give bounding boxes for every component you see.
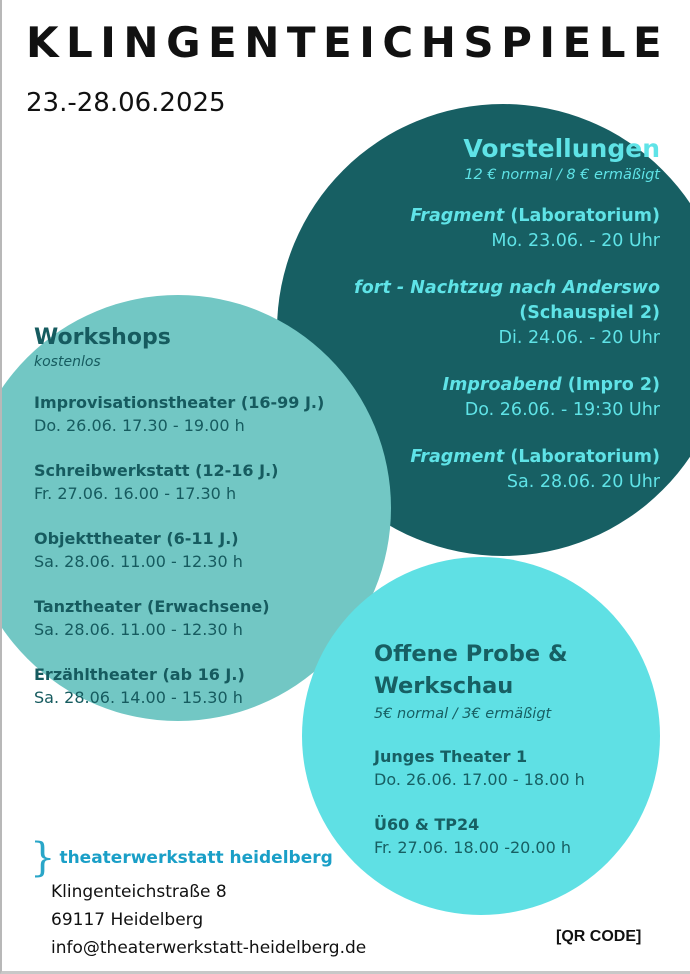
workshops-section	[34, 322, 374, 732]
workshop-title: Improvisationstheater (16-99 J.)	[34, 393, 325, 412]
festival-title: KLINGENTEICHSPIELE	[26, 18, 670, 67]
performance-venue: (Schauspiel 2)	[519, 303, 660, 323]
contact-email[interactable]: info@theaterwerkstatt-heidelberg.de	[51, 938, 367, 958]
offene-probe-heading-line1: Offene Probe &	[374, 641, 568, 667]
performance-title: fort - Nachtzug nach Anderswo	[354, 278, 660, 298]
workshop-item	[34, 460, 374, 505]
performance-title: Fragment	[410, 447, 505, 467]
probe-title: Ü60 & TP24	[374, 815, 480, 834]
workshops-note: kostenlos	[34, 354, 101, 370]
performance-time: Mo. 23.06. - 20 Uhr	[491, 231, 660, 251]
probe-item	[374, 746, 644, 792]
footer-contact	[30, 835, 367, 962]
vorstellungen-heading: Vorstellungen	[463, 134, 660, 163]
workshop-title: Erzähltheater (ab 16 J.)	[34, 665, 245, 684]
probe-title: Junges Theater 1	[374, 747, 528, 766]
offene-probe-heading-line2: Werkschau	[374, 673, 514, 699]
performance-item	[300, 204, 660, 254]
offene-probe-section	[374, 638, 644, 882]
probe-time: Do. 26.06. 17.00 - 18.00 h	[374, 770, 585, 789]
address-city: 69117 Heidelberg	[51, 910, 204, 930]
workshop-title: Schreibwerkstatt (12-16 J.)	[34, 461, 279, 480]
performance-venue: (Laboratorium)	[510, 206, 660, 226]
performance-venue: (Laboratorium)	[510, 447, 660, 467]
workshop-title: Tanztheater (Erwachsene)	[34, 597, 270, 616]
qr-code-placeholder: [QR CODE]	[556, 928, 642, 945]
performance-time: Sa. 28.06. 20 Uhr	[506, 472, 660, 492]
workshops-heading: Workshops	[34, 325, 171, 350]
workshop-time: Fr. 27.06. 16.00 - 17.30 h	[34, 484, 237, 503]
workshop-item	[34, 528, 374, 573]
vorstellungen-prices: 12 € normal / 8 € ermäßigt	[464, 167, 660, 183]
theaterwerkstatt-logo	[30, 835, 366, 881]
brace-logo-icon: }	[30, 835, 56, 881]
offene-probe-prices: 5€ normal / 3€ ermäßigt	[374, 706, 552, 722]
performance-title-line	[300, 204, 660, 229]
workshop-time: Sa. 28.06. 11.00 - 12.30 h	[34, 552, 243, 571]
offene-probe-heading	[374, 638, 644, 702]
performance-time: Do. 26.06. - 19:30 Uhr	[464, 400, 660, 420]
probe-time: Fr. 27.06. 18.00 -20.00 h	[374, 838, 571, 857]
logo-text: theaterwerkstatt heidelberg	[59, 848, 333, 868]
performance-time: Di. 24.06. - 20 Uhr	[498, 328, 660, 348]
workshop-title: Objekttheater (6-11 J.)	[34, 529, 239, 548]
workshop-time: Sa. 28.06. 11.00 - 12.30 h	[34, 620, 243, 639]
address-street: Klingenteichstraße 8	[51, 882, 227, 902]
workshop-item	[34, 392, 374, 437]
performance-title: Improabend	[442, 375, 562, 395]
performance-venue: (Impro 2)	[567, 375, 660, 395]
probe-item	[374, 814, 644, 860]
workshop-time: Sa. 28.06. 14.00 - 15.30 h	[34, 688, 243, 707]
workshop-item	[34, 664, 374, 709]
workshop-time: Do. 26.06. 17.30 - 19.00 h	[34, 416, 245, 435]
performance-title-line	[300, 276, 660, 326]
performance-title: Fragment	[410, 206, 505, 226]
festival-date: 23.-28.06.2025	[26, 88, 226, 118]
workshop-item	[34, 596, 374, 641]
